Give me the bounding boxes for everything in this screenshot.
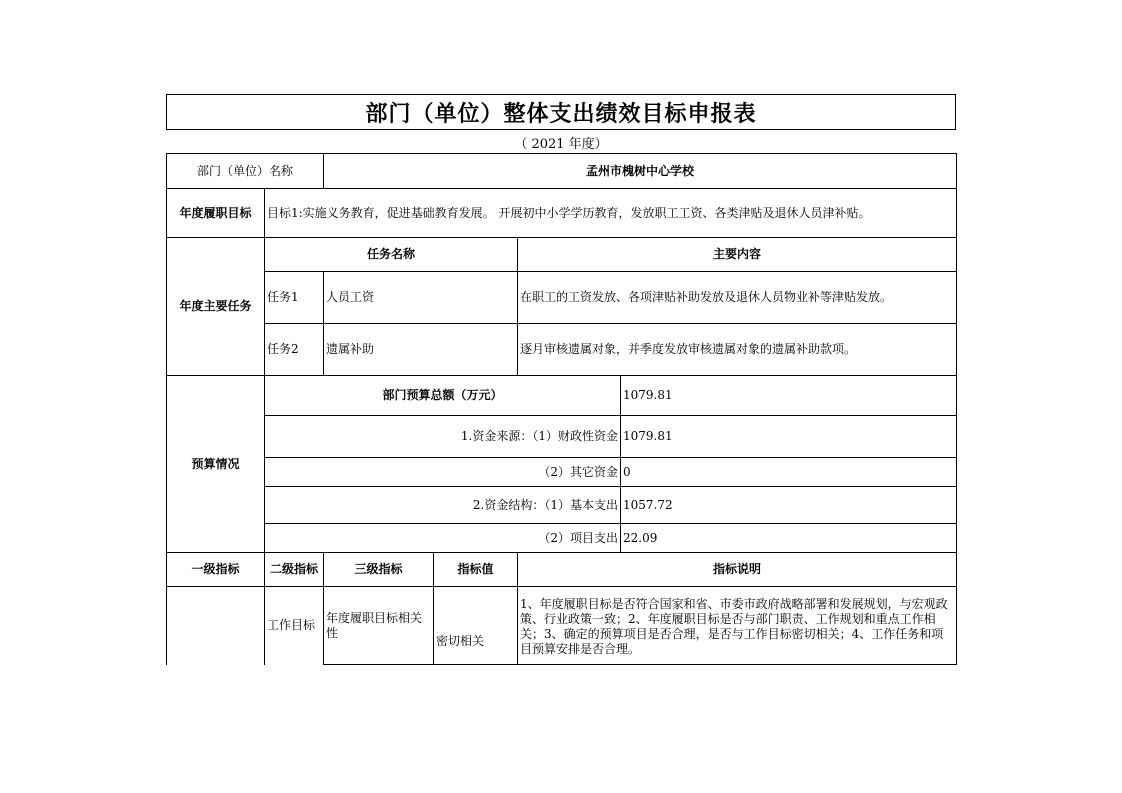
indicator-row xyxy=(167,587,957,665)
annual-goal-row xyxy=(167,189,957,238)
budget-row-label: （2）其它资金 xyxy=(265,458,621,487)
indicator-header-level2: 二级指标 xyxy=(265,553,324,587)
indicator-level2: 工作目标 xyxy=(265,587,324,665)
task-content: 在职工的工资发放、各项津贴补助发放及退休人员物业补等津贴发放。 xyxy=(518,272,957,324)
indicator-header-desc: 指标说明 xyxy=(518,553,957,587)
budget-row xyxy=(167,524,957,553)
task-content: 逐月审核遗属对象，并季度发放审核遗属对象的遗属补助款项。 xyxy=(518,324,957,376)
task-id: 任务1 xyxy=(265,272,324,324)
budget-row-label: （2）项目支出 xyxy=(265,524,621,553)
form-title: 部门（单位）整体支出绩效目标申报表 xyxy=(166,94,956,130)
budget-row-value: 1057.72 xyxy=(621,487,957,524)
task-row xyxy=(167,324,957,376)
indicator-header-level3: 三级指标 xyxy=(324,553,434,587)
indicator-header-row xyxy=(167,553,957,587)
tasks-header-content: 主要内容 xyxy=(518,238,957,272)
task-id: 任务2 xyxy=(265,324,324,376)
unit-name-row xyxy=(167,154,957,189)
indicator-value: 密切相关 xyxy=(434,587,518,665)
unit-name-value: 孟州市槐树中心学校 xyxy=(324,154,957,189)
performance-form-table xyxy=(166,153,957,665)
budget-total-label: 部门预算总额（万元） xyxy=(265,376,621,416)
indicator-desc: 1、年度履职目标是否符合国家和省、市委市政府战略部署和发展规划，与宏观政策、行业政策一致；2、年度履职目标是否与部门职责、工作规划和重点工作相关；3、确定的预算项目是否合理，是否与工作目标密切相关；4、工作任务和项目预算安排是否合理。 xyxy=(518,587,957,665)
tasks-header-name: 任务名称 xyxy=(265,238,518,272)
form-year: （ 2021 年度） xyxy=(514,137,608,152)
task-row xyxy=(167,272,957,324)
task-name: 人员工资 xyxy=(324,272,518,324)
tasks-label: 年度主要任务 xyxy=(167,238,265,376)
budget-label: 预算情况 xyxy=(167,376,265,553)
budget-row-label: 1.资金来源：（1）财政性资金 xyxy=(265,416,621,458)
indicator-level1-cell xyxy=(167,587,265,665)
budget-total-row xyxy=(167,376,957,416)
annual-goal-text: 目标1:实施义务教育，促进基础教育发展。 开展初中小学学历教育，发放职工工资、各类津贴及退休人员津补贴。 xyxy=(265,189,957,238)
annual-goal-label: 年度履职目标 xyxy=(167,189,265,238)
budget-row xyxy=(167,458,957,487)
tasks-header-row xyxy=(167,238,957,272)
task-name: 遗属补助 xyxy=(324,324,518,376)
budget-row xyxy=(167,416,957,458)
budget-row-value: 22.09 xyxy=(621,524,957,553)
budget-row-value: 0 xyxy=(621,458,957,487)
indicator-header-value: 指标值 xyxy=(434,553,518,587)
budget-total-value: 1079.81 xyxy=(621,376,957,416)
indicator-level3: 年度履职目标相关性 xyxy=(324,587,434,665)
budget-row-label: 2.资金结构：（1）基本支出 xyxy=(265,487,621,524)
indicator-header-level1: 一级指标 xyxy=(167,553,265,587)
unit-name-label: 部门（单位）名称 xyxy=(167,154,324,189)
budget-row-value: 1079.81 xyxy=(621,416,957,458)
budget-row xyxy=(167,487,957,524)
